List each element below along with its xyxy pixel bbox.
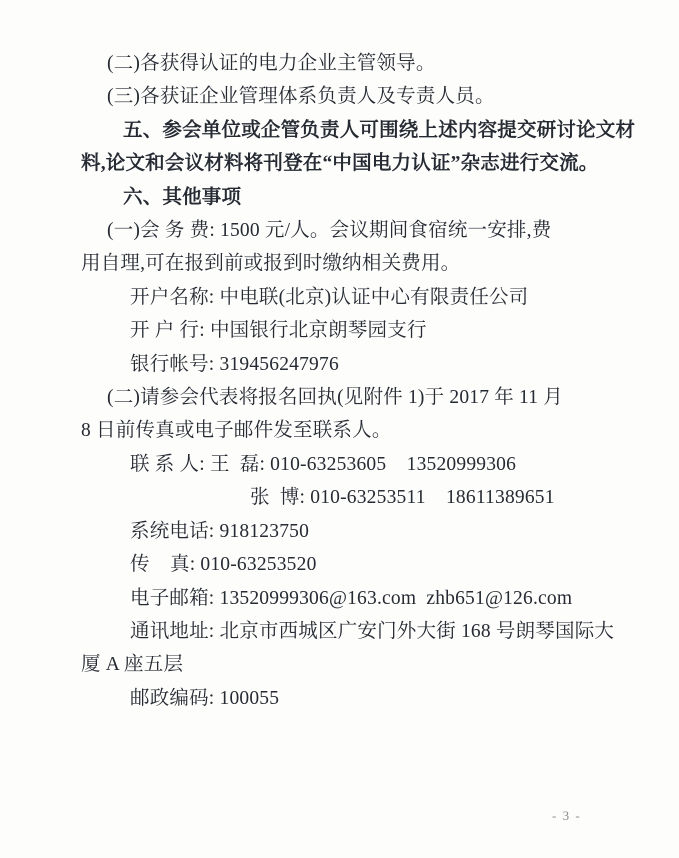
system-phone-line: 系统电话: 918123750 — [130, 520, 310, 542]
email-line: 电子邮箱: 13520999306@163.com zhb651@126.com — [130, 587, 573, 609]
fax-line: 传 真: 010-63253520 — [130, 554, 317, 576]
bank-line: 开 户 行: 中国银行北京朗琴园支行 — [130, 320, 427, 342]
address-line-2: 厦 A 座五层 — [81, 654, 184, 676]
account-number-line: 银行帐号: 319456247976 — [130, 353, 339, 375]
attendee-item-2: (二)各获得认证的电力企业主管领导。 — [107, 53, 436, 74]
postal-code-line: 邮政编码: 100055 — [130, 687, 280, 709]
registration-line-2: 8 日前传真或电子邮件发至联系人。 — [81, 420, 392, 442]
document-body — [81, 47, 641, 715]
address-line-1: 通讯地址: 北京市西城区广安门外大街 168 号朗琴国际大 — [130, 620, 615, 642]
section-5-paragraph-line-1: 五、参会单位或企管负责人可围绕上述内容提交研讨论文材 — [123, 119, 636, 141]
page-number: - 3 - — [552, 808, 582, 823]
fee-line-1: (一)会 务 费: 1500 元/人。会议期间食宿统一安排,费 — [107, 220, 552, 242]
account-name-line: 开户名称: 中电联(北京)认证中心有限责任公司 — [130, 286, 529, 308]
registration-line-1: (二)请参会代表将报名回执(见附件 1)于 2017 年 11 月 — [107, 387, 563, 409]
fee-line-2: 用自理,可在报到前或报到时缴纳相关费用。 — [81, 253, 461, 275]
section-6-heading: 六、其他事项 — [123, 186, 242, 208]
attendee-item-3: (三)各获证企业管理体系负责人及专责人员。 — [107, 86, 495, 108]
section-5-paragraph-line-2: 料,论文和会议材料将刊登在“中国电力认证”杂志进行交流。 — [81, 153, 599, 175]
contact-wang-line: 联 系 人: 王 磊: 010-63253605 13520999306 — [130, 453, 517, 475]
contact-zhang-line: 张 博: 010-63253511 18611389651 — [250, 487, 555, 509]
